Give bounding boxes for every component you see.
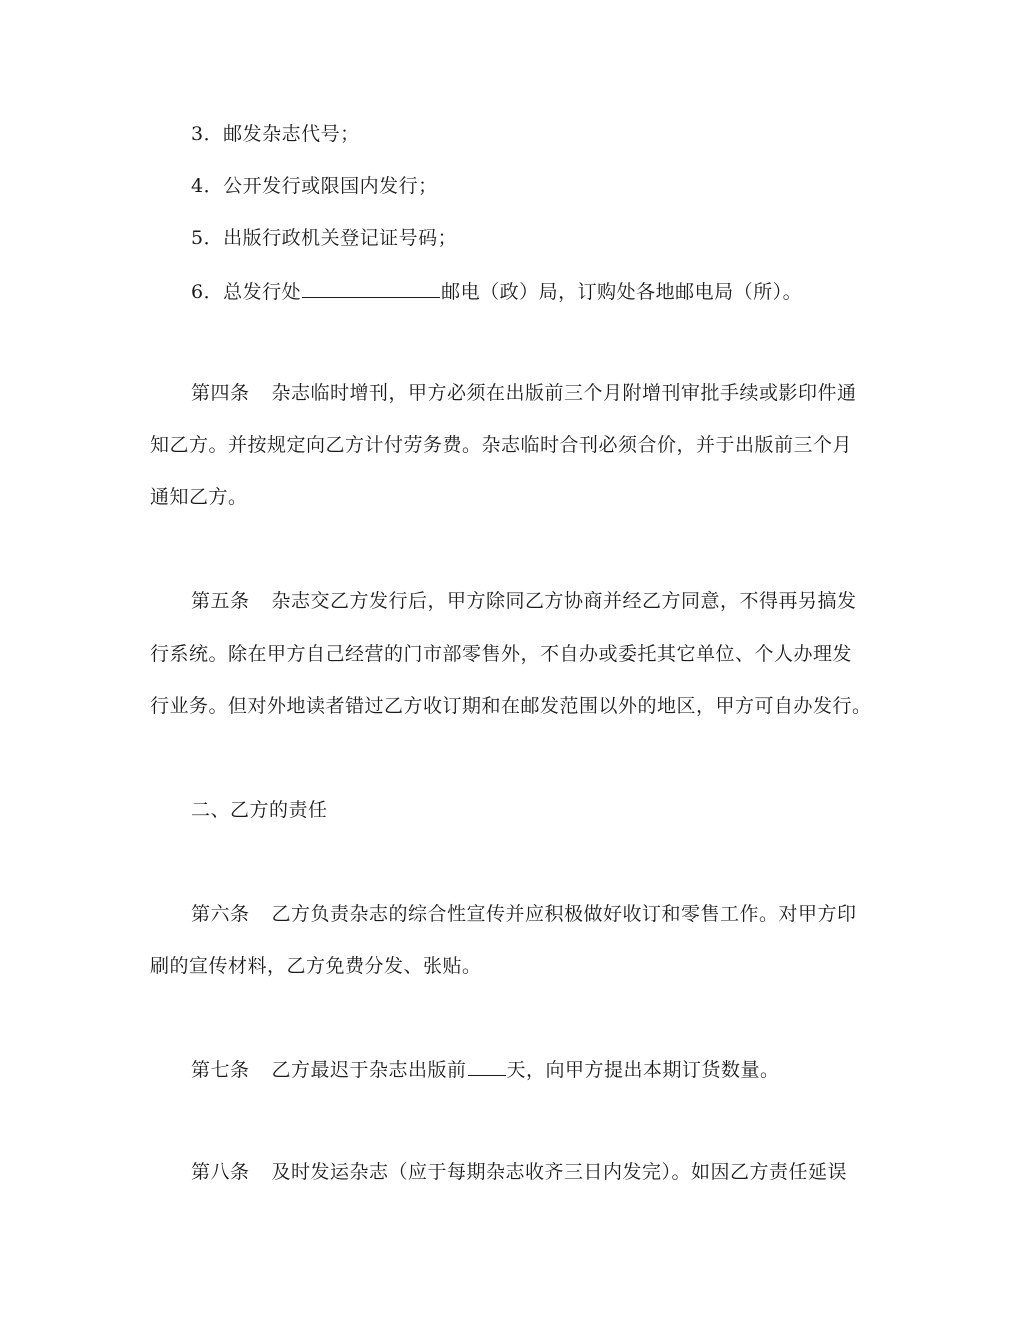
section-heading-text: 二、乙方的责任 xyxy=(191,799,328,821)
article-5-line-2 xyxy=(150,642,890,666)
list-item-4 xyxy=(191,174,931,198)
article-4-line-3 xyxy=(150,485,890,509)
article-5-line-1 xyxy=(191,589,931,613)
article-label: 第四条 xyxy=(191,382,250,404)
fill-in-blank[interactable] xyxy=(302,279,440,298)
list-text: 出版行政机关登记证号码； xyxy=(223,227,458,249)
list-item-3 xyxy=(191,122,931,146)
list-item-5 xyxy=(191,226,931,250)
article-text: 及时发运杂志（应于每期杂志收齐三日内发完）。如因乙方责任延误 xyxy=(271,1161,848,1183)
list-number: 3． xyxy=(191,123,224,145)
article-text: 行系统。除在甲方自己经营的门市部零售外，不自办或委托其它单位、个人办理发 xyxy=(150,643,853,665)
article-text: 杂志交乙方发行后，甲方除同乙方协商并经乙方同意，不得再另搞发 xyxy=(271,590,857,612)
list-item-6 xyxy=(191,279,931,304)
article-6-line-2 xyxy=(150,954,890,978)
article-text: 知乙方。并按规定向乙方计付劳务费。杂志临时合刊必须合价，并于出版前三个月 xyxy=(150,434,853,456)
article-4-line-2 xyxy=(150,433,890,457)
list-text: 邮发杂志代号； xyxy=(223,123,360,145)
section-heading xyxy=(191,798,931,822)
list-text: 总发行处 xyxy=(223,281,302,303)
article-text: 天，向甲方提出本期订货数量。 xyxy=(506,1059,780,1081)
list-text: 邮电（政）局，订购处各地邮电局（所）。 xyxy=(441,281,803,303)
article-text: 行业务。但对外地读者错过乙方收订期和在邮发范围以外的地区，甲方可自办发行。 xyxy=(150,695,872,717)
article-5-line-3 xyxy=(150,694,890,718)
article-text: 杂志临时增刊，甲方必须在出版前三个月附增刊审批手续或影印件通 xyxy=(271,382,857,404)
article-label: 第六条 xyxy=(191,903,250,925)
article-label: 第五条 xyxy=(191,590,250,612)
list-text: 公开发行或限国内发行； xyxy=(223,175,438,197)
fill-in-blank[interactable] xyxy=(468,1057,506,1076)
article-6-line-1 xyxy=(191,902,931,926)
list-number: 6． xyxy=(191,281,224,303)
list-number: 4． xyxy=(191,175,224,197)
article-4-line-1 xyxy=(191,381,931,405)
article-text: 刷的宣传材料，乙方免费分发、张贴。 xyxy=(150,955,482,977)
article-text: 乙方最迟于杂志出版前 xyxy=(271,1059,467,1081)
article-text: 乙方负责杂志的综合性宣传并应积极做好收订和零售工作。对甲方印 xyxy=(271,903,857,925)
article-8-line-1 xyxy=(191,1160,931,1184)
article-7-line-1 xyxy=(191,1057,931,1082)
article-label: 第八条 xyxy=(191,1161,250,1183)
article-label: 第七条 xyxy=(191,1059,250,1081)
article-text: 通知乙方。 xyxy=(150,486,248,508)
list-number: 5． xyxy=(191,227,224,249)
